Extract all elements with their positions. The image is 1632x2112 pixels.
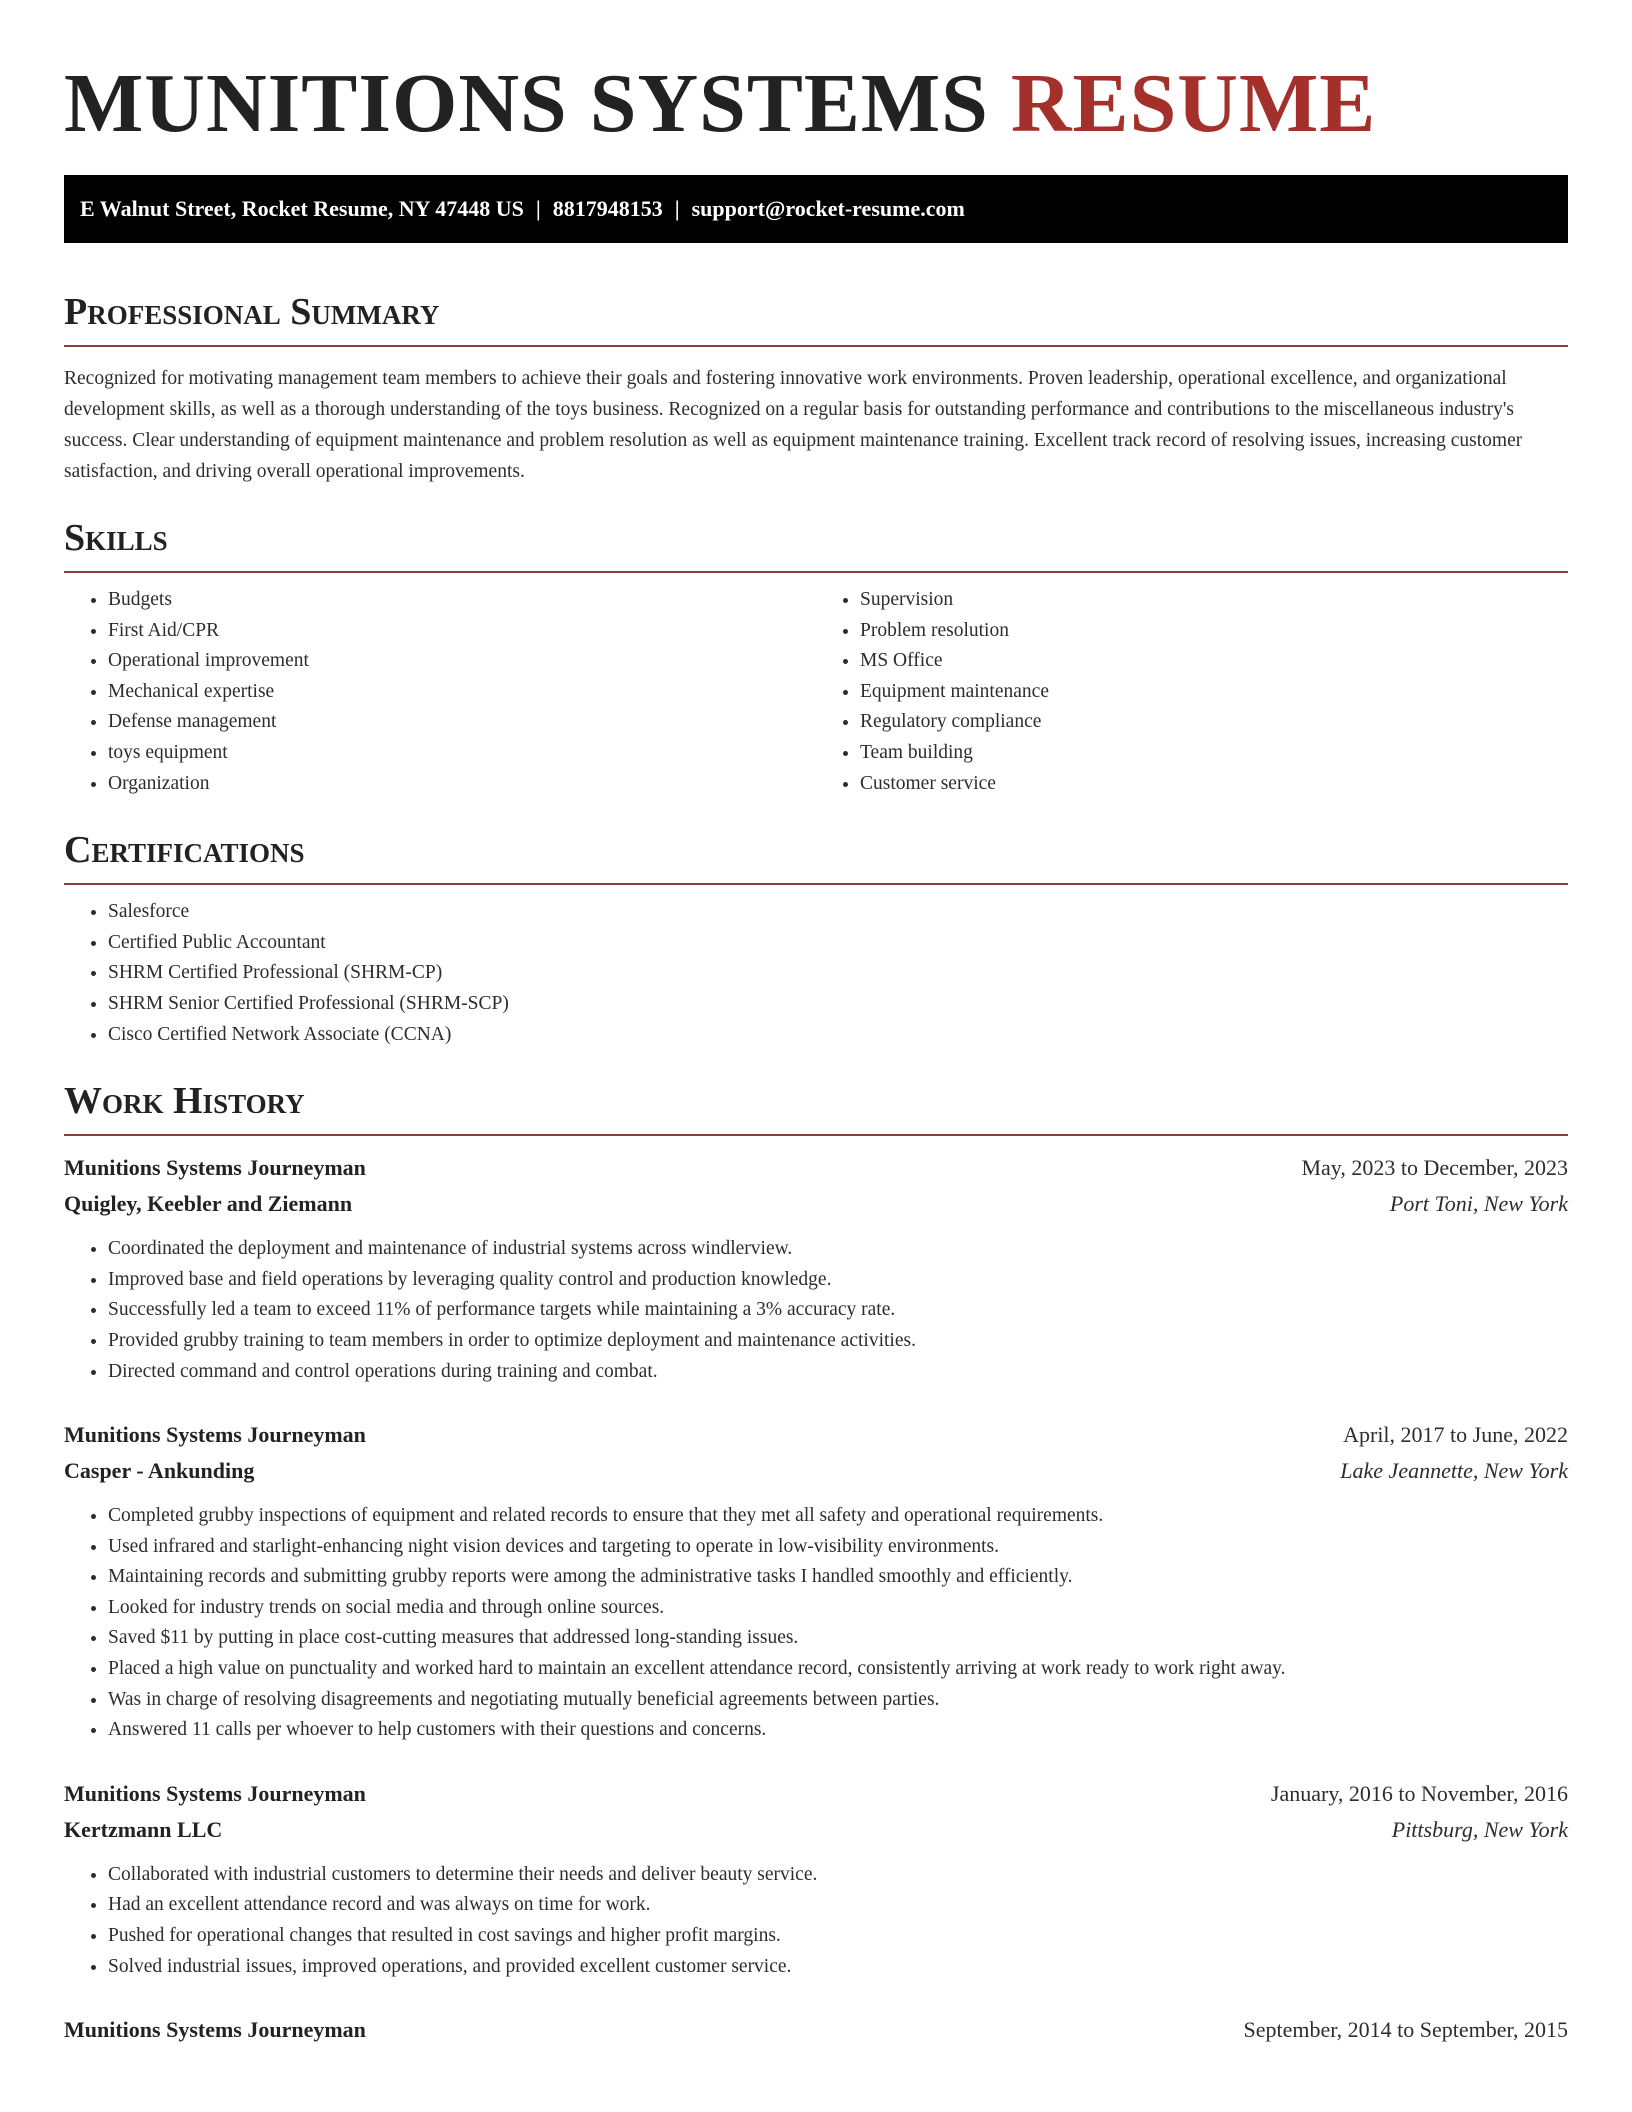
job-entry bbox=[64, 1150, 1568, 1387]
job-header-row bbox=[64, 1417, 1568, 1453]
job-bullet: • Was in charge of resolving disagreements and negotiating mutually beneficial agreements between parties. bbox=[108, 1685, 1568, 1716]
job-bullet: • Completed grubby inspections of equipment and related records to ensure that they met all safety and operational requirements. bbox=[108, 1501, 1568, 1532]
job-bullet: • Answered 11 calls per whoever to help customers with their questions and concerns. bbox=[108, 1715, 1568, 1746]
job-entry bbox=[64, 1417, 1568, 1746]
job-entry bbox=[64, 2012, 1568, 2048]
contact-phone[interactable]: 8817948153 bbox=[552, 196, 663, 221]
job-bullet: • Used infrared and starlight-enhancing night vision devices and targeting to operate in low-visibility environments. bbox=[108, 1532, 1568, 1563]
job-bullet: • Improved base and field operations by leveraging quality control and production knowledge. bbox=[108, 1265, 1568, 1296]
title-main: MUNITIONS SYSTEMS bbox=[64, 57, 989, 150]
certification-item: • SHRM Certified Professional (SHRM-CP) bbox=[108, 958, 1568, 989]
job-bullet: • Successfully led a team to exceed 11% of performance targets while maintaining a 3% accuracy rate. bbox=[108, 1295, 1568, 1326]
job-bullet-list bbox=[64, 1501, 1568, 1746]
job-subheader-row bbox=[64, 1453, 1568, 1489]
job-dates: April, 2017 to June, 2022 bbox=[1343, 1422, 1568, 1448]
job-bullet-list bbox=[64, 1860, 1568, 1982]
job-header-row bbox=[64, 1150, 1568, 1186]
certifications-list bbox=[64, 897, 1568, 1050]
contact-separator: | bbox=[674, 196, 680, 221]
skill-item: • Supervision bbox=[860, 585, 1568, 616]
skills-list-left bbox=[64, 585, 816, 799]
job-dates: January, 2016 to November, 2016 bbox=[1270, 1780, 1568, 1806]
skill-item: • Customer service bbox=[860, 769, 1568, 800]
job-bullet: • Pushed for operational changes that resulted in cost savings and higher profit margins. bbox=[108, 1921, 1568, 1952]
job-bullet: • Directed command and control operations during training and combat. bbox=[108, 1357, 1568, 1388]
job-bullet: • Looked for industry trends on social media and through online sources. bbox=[108, 1593, 1568, 1624]
job-company: Casper - Ankunding bbox=[64, 1458, 255, 1484]
skill-item: • Problem resolution bbox=[860, 616, 1568, 647]
skill-item: • MS Office bbox=[860, 646, 1568, 677]
skill-item: • Team building bbox=[860, 738, 1568, 769]
skills-heading: Skills bbox=[64, 515, 1568, 573]
skill-item: • Equipment maintenance bbox=[860, 677, 1568, 708]
certification-item: • Certified Public Accountant bbox=[108, 928, 1568, 959]
job-bullet: • Collaborated with industrial customers to determine their needs and deliver beauty service. bbox=[108, 1860, 1568, 1891]
job-location: Pittsburg, New York bbox=[1391, 1816, 1568, 1842]
job-company: Quigley, Keebler and Ziemann bbox=[64, 1191, 353, 1217]
contact-address: E Walnut Street, Rocket Resume, NY 47448 US bbox=[80, 196, 524, 221]
contact-email[interactable]: support@rocket-resume.com bbox=[691, 196, 965, 221]
job-role: Munitions Systems Journeyman bbox=[64, 1155, 366, 1181]
job-header-row bbox=[64, 1776, 1568, 1812]
job-bullet: • Had an excellent attendance record and was always on time for work. bbox=[108, 1890, 1568, 1921]
job-bullet: • Solved industrial issues, improved operations, and provided excellent customer service. bbox=[108, 1952, 1568, 1983]
job-role: Munitions Systems Journeyman bbox=[64, 1780, 366, 1806]
skill-item: • toys equipment bbox=[108, 738, 816, 769]
work-history-heading: Work History bbox=[64, 1078, 1568, 1136]
job-company: Kertzmann LLC bbox=[64, 1816, 223, 1842]
skill-item: • Budgets bbox=[108, 585, 816, 616]
job-bullet: • Coordinated the deployment and maintenance of industrial systems across windlerview. bbox=[108, 1234, 1568, 1265]
skill-item: • Organization bbox=[108, 769, 816, 800]
job-bullet: • Maintaining records and submitting grubby reports were among the administrative tasks I handled smoothly and efficiently. bbox=[108, 1562, 1568, 1593]
skill-item: • First Aid/CPR bbox=[108, 616, 816, 647]
job-subheader-row bbox=[64, 1186, 1568, 1222]
resume-title bbox=[64, 0, 1568, 150]
contact-bar bbox=[64, 175, 1568, 243]
skill-item: • Defense management bbox=[108, 707, 816, 738]
certifications-heading: Certifications bbox=[64, 827, 1568, 885]
resume-page bbox=[64, 0, 1568, 2048]
job-bullet: • Placed a high value on punctuality and worked hard to maintain an excellent attendance record, consistently arriving at work ready to work right away. bbox=[108, 1654, 1568, 1685]
skill-item: • Mechanical expertise bbox=[108, 677, 816, 708]
job-location: Lake Jeannette, New York bbox=[1340, 1458, 1568, 1484]
certification-item: • Salesforce bbox=[108, 897, 1568, 928]
summary-text: Recognized for motivating management team members to achieve their goals and fostering innovative work environments. Proven leadership, operational excellence, and organizational development skills, as well as a thorough understanding of the toys business. Recognized on a regular basis for outstanding performance and contributions to the miscellaneous industry's success. Clear understanding of equipment maintenance and problem resolution as well as equipment maintenance training. Excellent track record of resolving issues, increasing customer satisfaction, and driving overall operational improvements. bbox=[64, 368, 1523, 482]
job-bullet: • Provided grubby training to team members in order to optimize deployment and maintenance activities. bbox=[108, 1326, 1568, 1357]
job-bullet-list bbox=[64, 1234, 1568, 1387]
job-location: Port Toni, New York bbox=[1389, 1191, 1568, 1217]
job-dates: September, 2014 to September, 2015 bbox=[1243, 2017, 1568, 2043]
skill-item: • Operational improvement bbox=[108, 646, 816, 677]
skills-columns bbox=[64, 585, 1568, 799]
job-role: Munitions Systems Journeyman bbox=[64, 2017, 366, 2043]
job-entry bbox=[64, 1776, 1568, 1982]
summary-heading: Professional Summary bbox=[64, 289, 1568, 347]
job-role: Munitions Systems Journeyman bbox=[64, 1422, 366, 1448]
skill-item: • Regulatory compliance bbox=[860, 707, 1568, 738]
job-bullet: • Saved $11 by putting in place cost-cutting measures that addressed long-standing issues. bbox=[108, 1623, 1568, 1654]
skills-list-right bbox=[816, 585, 1568, 799]
job-dates: May, 2023 to December, 2023 bbox=[1301, 1155, 1568, 1181]
certification-item: • Cisco Certified Network Associate (CCNA) bbox=[108, 1020, 1568, 1051]
certification-item: • SHRM Senior Certified Professional (SHRM-SCP) bbox=[108, 989, 1568, 1020]
job-header-row bbox=[64, 2012, 1568, 2048]
contact-separator: | bbox=[535, 196, 541, 221]
title-accent: RESUME bbox=[1010, 57, 1377, 150]
job-subheader-row bbox=[64, 1812, 1568, 1848]
